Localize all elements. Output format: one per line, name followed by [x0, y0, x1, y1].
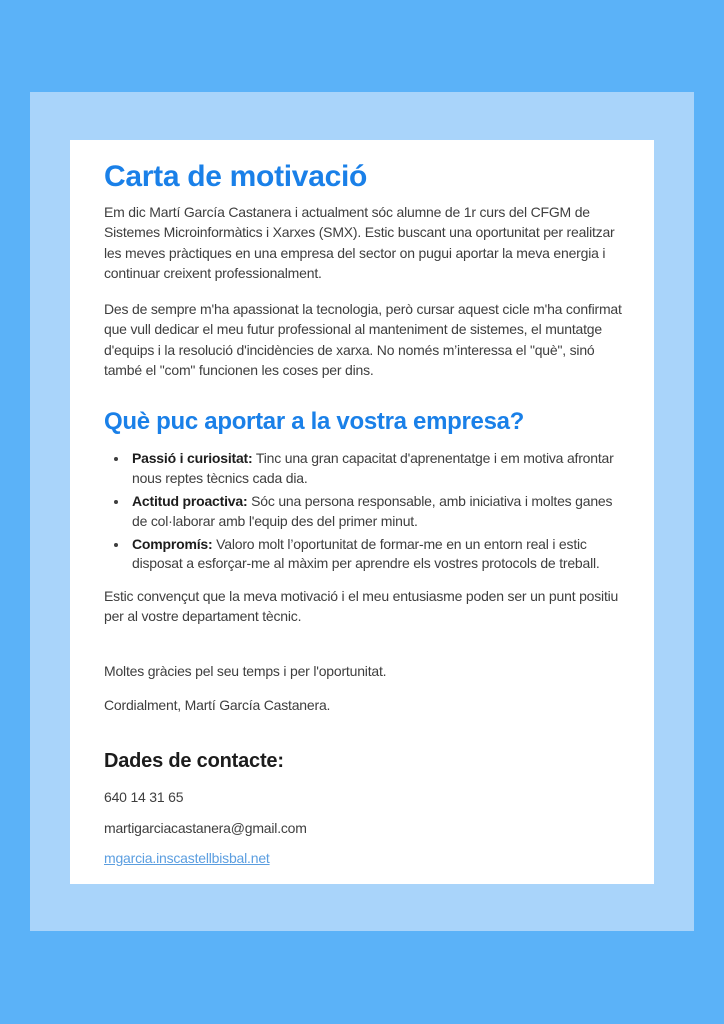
letter-frame: [30, 92, 694, 931]
signoff-line: Cordialment, Martí García Castanera.: [104, 697, 331, 714]
section-heading: Què puc aportar a la vostra empresa?: [104, 408, 525, 436]
bullet-lead: Passió i curiositat:: [132, 450, 253, 467]
contact-heading: Dades de contacte:: [104, 750, 284, 773]
qualities-list: [104, 449, 630, 574]
closing-paragraph: Estic convençut que la meva motivació i el meu entusiasme poden ser un punt positiu per al vostre departament tècnic.: [104, 588, 619, 625]
contact-website-line: [104, 848, 630, 868]
list-item-compromis: [129, 535, 630, 575]
bullet-lead: Compromís:: [132, 535, 213, 552]
contact-website-link[interactable]: mgarcia.inscastellbisbal.net: [104, 849, 270, 866]
intro-paragraph-1: Em dic Martí García Castanera i actualment sóc alumne de 1r curs del CFGM de Sistemes Microinformàtics i Xarxes (SMX). Estic buscant una oportunitat per realitzar les meves pràctiques en una empresa del sector on pugui aportar la meva energia i continuar creixent professionalment.: [104, 204, 615, 281]
contact-email: martigarciacastanera@gmail.com: [104, 819, 307, 836]
bullet-text: Tinc una gran capacitat d'aprenentatge i em motiva afrontar nous reptes tècnics cada dia.: [132, 450, 614, 487]
thanks-line: Moltes gràcies pel seu temps i per l'oportunitat.: [104, 662, 387, 679]
bullet-lead: Actitud proactiva:: [132, 492, 248, 509]
bullet-text: Valoro molt l’oportunitat de formar-me en un entorn real i estic disposat a esforçar-me al màxim per aprendre els vostres protocols de treball.: [132, 535, 600, 572]
letter-title: Carta de motivació: [104, 160, 368, 193]
intro-paragraph-2: Des de sempre m'ha apassionat la tecnologia, però cursar aquest cicle m'ha confirmat que vull dedicar el meu futur professional al manteniment de sistemes, el muntatge d'equips i la resolució d'incidències de xarxa. No només m’interessa el "què", sinó també el "com" funcionen les coses per dins.: [104, 301, 622, 379]
bullet-text: Sóc una persona responsable, amb iniciativa i moltes ganes de col·laborar amb l'equip des del primer minut.: [132, 492, 613, 529]
contact-phone: 640 14 31 65: [104, 789, 184, 806]
letter-card: [70, 140, 654, 884]
list-item-actitud: [129, 492, 630, 532]
list-item-passio: [129, 449, 630, 489]
